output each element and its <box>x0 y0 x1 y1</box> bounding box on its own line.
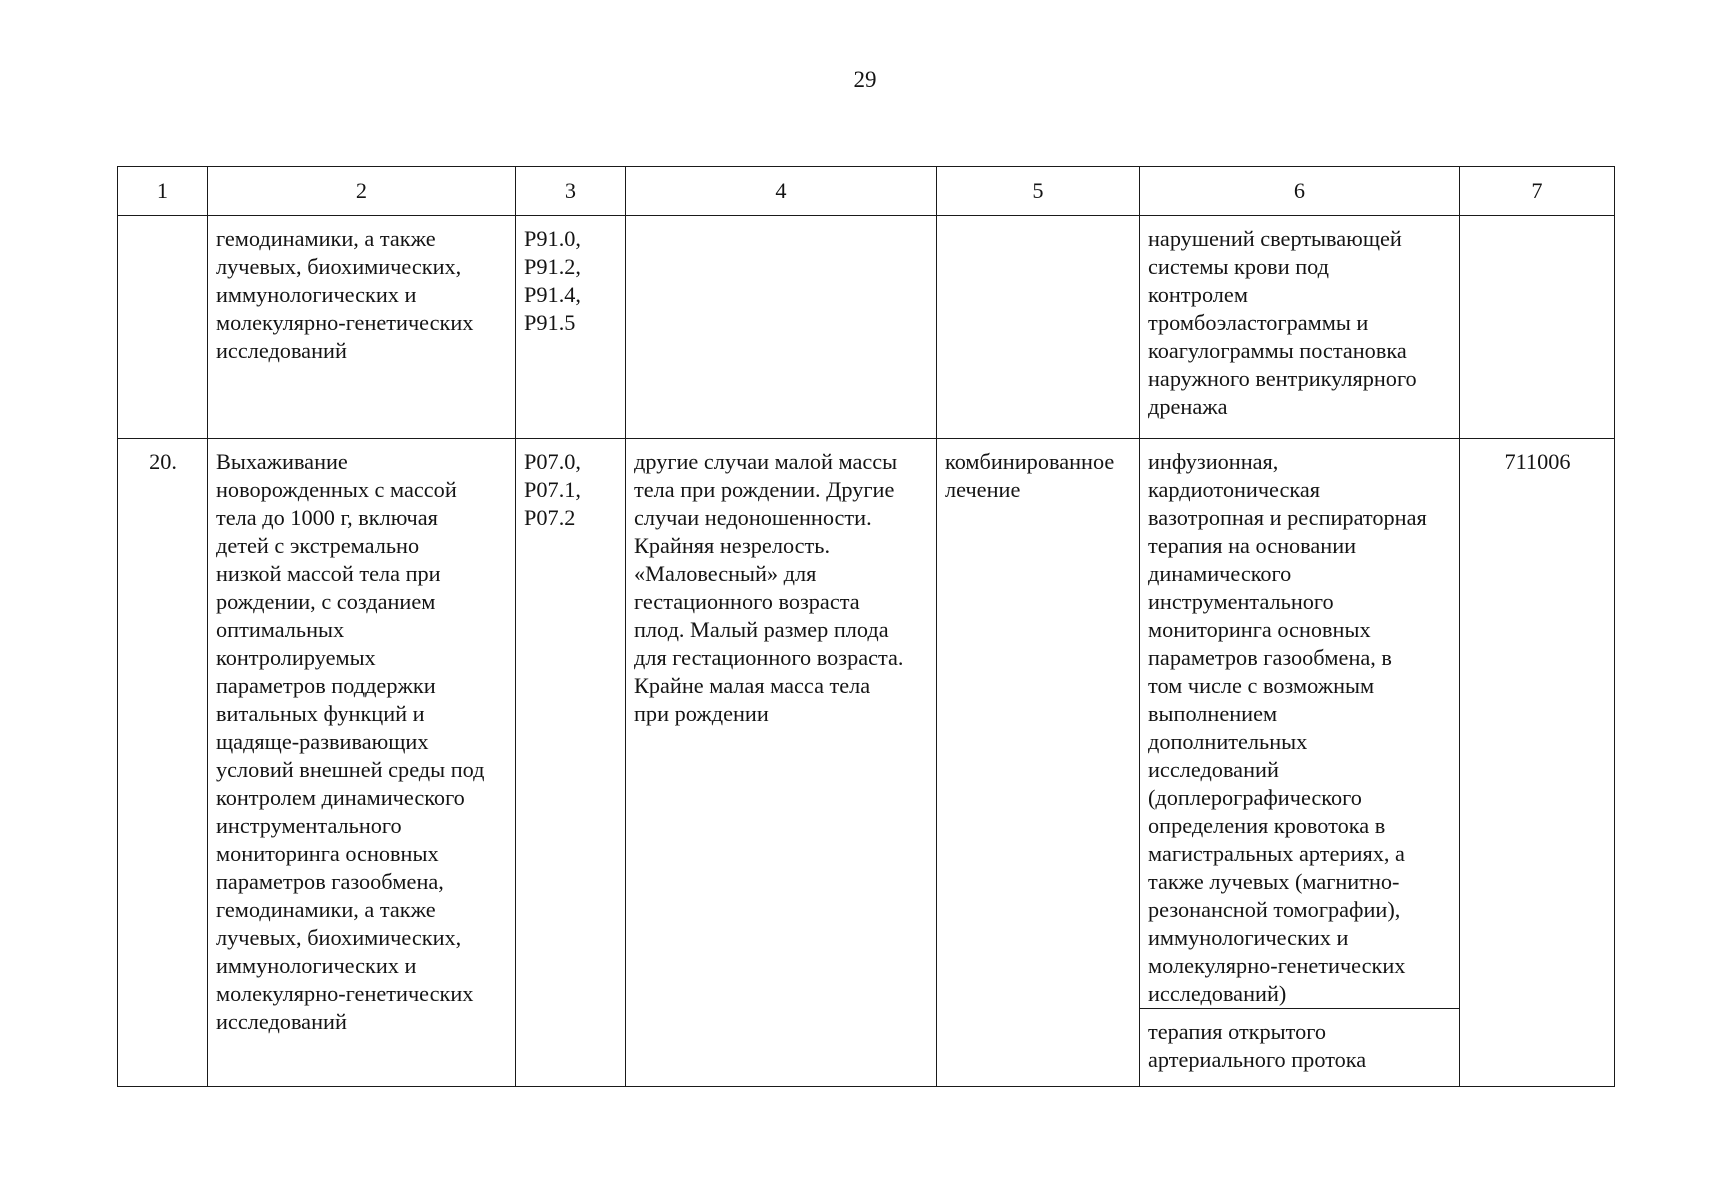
treatment-method-cell: терапия открытого артериального протока <box>1140 1009 1460 1087</box>
column-header: 6 <box>1140 167 1460 216</box>
icd-codes-cell: P91.0, P91.2, P91.4, P91.5 <box>516 216 626 439</box>
care-name-cell: Выхаживание новорожденных с массой тела до 1000 г, включая детей с экстремально низкой массой тела при рождении, с созданием оптимальных контролируемых параметров поддержки витальных функций и щадяще-развивающих условий внешней среды под контролем динамического инструментального мониторинга основных параметров газообмена, гемодинамики, а также лучевых, биохимических, иммунологических и молекулярно-генетических исследований <box>208 439 516 1087</box>
treatment-type-cell <box>937 216 1140 439</box>
row-number-cell <box>118 216 208 439</box>
column-header: 1 <box>118 167 208 216</box>
medical-care-table <box>117 166 1615 1087</box>
care-name-cell: гемодинамики, а также лучевых, биохимических, иммунологических и молекулярно-генетических исследований <box>208 216 516 439</box>
table-row <box>118 439 1615 1009</box>
column-header: 7 <box>1460 167 1615 216</box>
column-header: 4 <box>626 167 937 216</box>
column-header: 2 <box>208 167 516 216</box>
price-cell <box>1460 216 1615 439</box>
patient-model-cell: другие случаи малой массы тела при рождении. Другие случаи недоношенности. Крайняя незрелость. «Маловесный» для гестационного возраста плод. Малый размер плода для гестационного возраста. Крайне малая масса тела при рождении <box>626 439 937 1087</box>
column-header: 3 <box>516 167 626 216</box>
table-row <box>118 216 1615 439</box>
row-number-cell: 20. <box>118 439 208 1087</box>
table-header-row <box>118 167 1615 216</box>
treatment-method-cell: инфузионная, кардиотоническая вазотропная и респираторная терапия на основании динамического инструментального мониторинга основных параметров газообмена, в том числе с возможным выполнением дополнительных исследований (доплерографического определения кровотока в магистральных артериях, а также лучевых (магнитно- резонансной томографии), иммунологических и молекулярно-генетических исследований) <box>1140 439 1460 1009</box>
patient-model-cell <box>626 216 937 439</box>
treatment-method-cell: нарушений свертывающей системы крови под контролем тромбоэластограммы и коагулограммы постановка наружного вентрикулярного дренажа <box>1140 216 1460 439</box>
icd-codes-cell: P07.0, P07.1, P07.2 <box>516 439 626 1087</box>
treatment-type-cell: комбинированное лечение <box>937 439 1140 1087</box>
page-number: 29 <box>853 67 877 92</box>
column-header: 5 <box>937 167 1140 216</box>
price-cell: 711006 <box>1460 439 1615 1087</box>
